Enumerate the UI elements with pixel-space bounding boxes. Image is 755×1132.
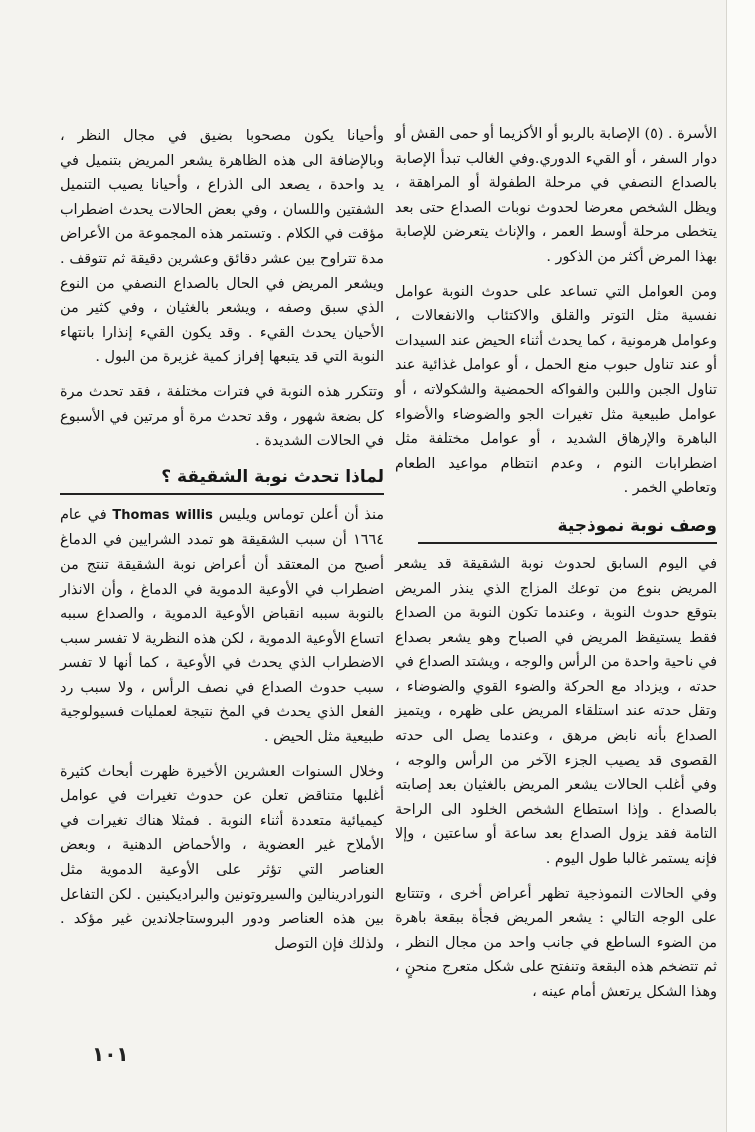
paragraph: وخلال السنوات العشرين الأخيرة ظهرت أبحاث كثيرة أغلبها متناقض تعلن عن حدوث تغيرات في عوامل كيميائية متعددة أثناء النوبة . فمثلا هناك تغيرات في الأملاح غير العضوية ، والأحماض الدهنية ، وبعض العناصر التي تؤثر على الأوعية الدموية مثل النورادرينالين والسيروتونين والبراديكينين . لكن التفاعل بين هذه العناصر ودور البروستاجلاندين غير مؤكد . ولذلك فإن التوصل [60,763,384,952]
paragraph: وأحيانا يكون مصحوبا بضيق في مجال النظر ، وبالإضافة الى هذه الظاهرة يشعر المريض بتنميل في يد واحدة ، يصعد الى الذراع ، وأحيانا يصيب التنميل الشفتين واللسان ، وفي بعض الحالات يحدث اضطراب مؤقت في الكلام . وتستمر هذه المجموعة من الأعراض مدة تتراوح بين عشر دقائق وعشرين دقيقة ثم تتوقف . ويشعر المريض في الحال بالصداع النصفي من النوع الذي سبق وصفه ، ويشعر بالغثيان ، وفي كثير من الأحيان يحدث القيء . وقد يكون القيء إنذارا بانتهاء النوبة التي قد يتبعها إفراز كمية غزيرة من البول . [60,128,384,366]
section-heading: وصف نوبة نموذجية [418,513,717,544]
paragraph-text: في عام ١٦٦٤ أن سبب الشقيقة هو تمدد الشرايين في الدماغ أصبح من المعتقد أن أعراض نوبة الشقيقة تنتج من اضطراب في الأوعية الدموية في الدماغ ، وأن الانذار بالنوبة سببه انقباض الأوعية الدموية ، والصداع سببه اتساع الأوعية الدموية ، لكن هذه النظرية لا تفسر سبب الاضطراب الذي يحدث في الأوعية ، كما أنها لا تفسر سبب حدوث الصداع في نصف الرأس ، ولا سبب رد الفعل الذي يحدث في المخ نتيجة لعمليات فسيولوجية طبيعية مثل الحيض . [60,506,384,746]
paragraph: وفي الحالات النموذجية تظهر أعراض أخرى ، وتتتابع على الوجه التالي : يشعر المريض فجأة ببقعة باهرة من الضوء الساطع في جانب واحد من مجال النظر ، ثم تتضخم هذه البقعة وتنفتح على شكل متعرج منحنٍ ، وهذا الشكل يرتعش أمام عينه ، [395,885,717,1000]
page-edge [726,0,755,1132]
paragraph: وتتكرر هذه النوبة في فترات مختلفة ، فقد تحدث مرة كل بضعة شهور ، وقد تحدث مرة أو مرتين في الأسبوع في الحالات الشديدة . [60,383,384,450]
page-number: ١٠١ [92,1042,129,1066]
paragraph-text: منذ أن أعلن توماس ويليس [218,506,384,523]
paragraph [60,503,384,750]
paragraph: الأسرة . (٥) الإصابة بالربو أو الأكزيما أو حمى القش أو دوار السفر ، أو القيء الدوري.وفي الغالب تبدأ الإصابة بالصداع النصفي في مرحلة الطفولة أو المراهقة ، ويظل الشخص معرضا لحدوث نوبات الصداع حتى بعد يتخطى مرحلة أوسط العمر ، والإناث يتعرضن للإصابة بهذا المرض أكثر من الذكور . [395,126,717,265]
paragraph: في اليوم السابق لحدوث نوبة الشقيقة قد يشعر المريض بنوع من توعك المزاج الذي ينذر المريض بتوقع حدوث النوبة ، وعندما تكون النوبة من الصداع فقط يستيقظ المريض في الصباح وهو يشعر بصداع في ناحية واحدة من الرأس والوجه ، ويشتد الصداع في حدته ، ويزداد مع الحركة والضوء القوي والضوضاء ، وتقل حدته عند استلقاء المريض على ظهره ، ويتميز الصداع بأنه نابض مرهق ، وعندما يصل الى حدته القصوى قد يصيب الجزء الآخر من الرأس والوجه ، وفي أغلب الحالات يشعر المريض بالغثيان بعد إصابته بالصداع . وإذا استطاع الشخص الخلود الى الراحة التامة فقد يزول الصداع بعد ساعة أو ساعتين ، وإلا فإنه يستمر غالبا طول اليوم . [395,555,717,868]
left-column [60,124,384,966]
paragraph: ومن العوامل التي تساعد على حدوث النوبة عوامل نفسية مثل التوتر والقلق والاكتئاب والانفعالات ، وعوامل هرمونية ، كما يحدث أثناء الحيض عند السيدات أو عند تناول حبوب منع الحمل ، أو عوامل غذائية عند تناول الجبن واللبن والفواكه الحمضية والشكولاته ، أو عوامل طبيعية مثل تغيرات الجو والضوضاء والأضواء الباهرة والإرهاق الشديد ، أو عوامل مختلفة مثل اضطرابات النوم ، وعدم انتظام مواعيد الطعام وتعاطي الخمر . [395,283,717,497]
section-heading: لماذا تحدث نوبة الشقيقة ؟ [60,464,384,495]
right-column [395,122,717,1015]
latin-name: Thomas willis [112,507,213,523]
